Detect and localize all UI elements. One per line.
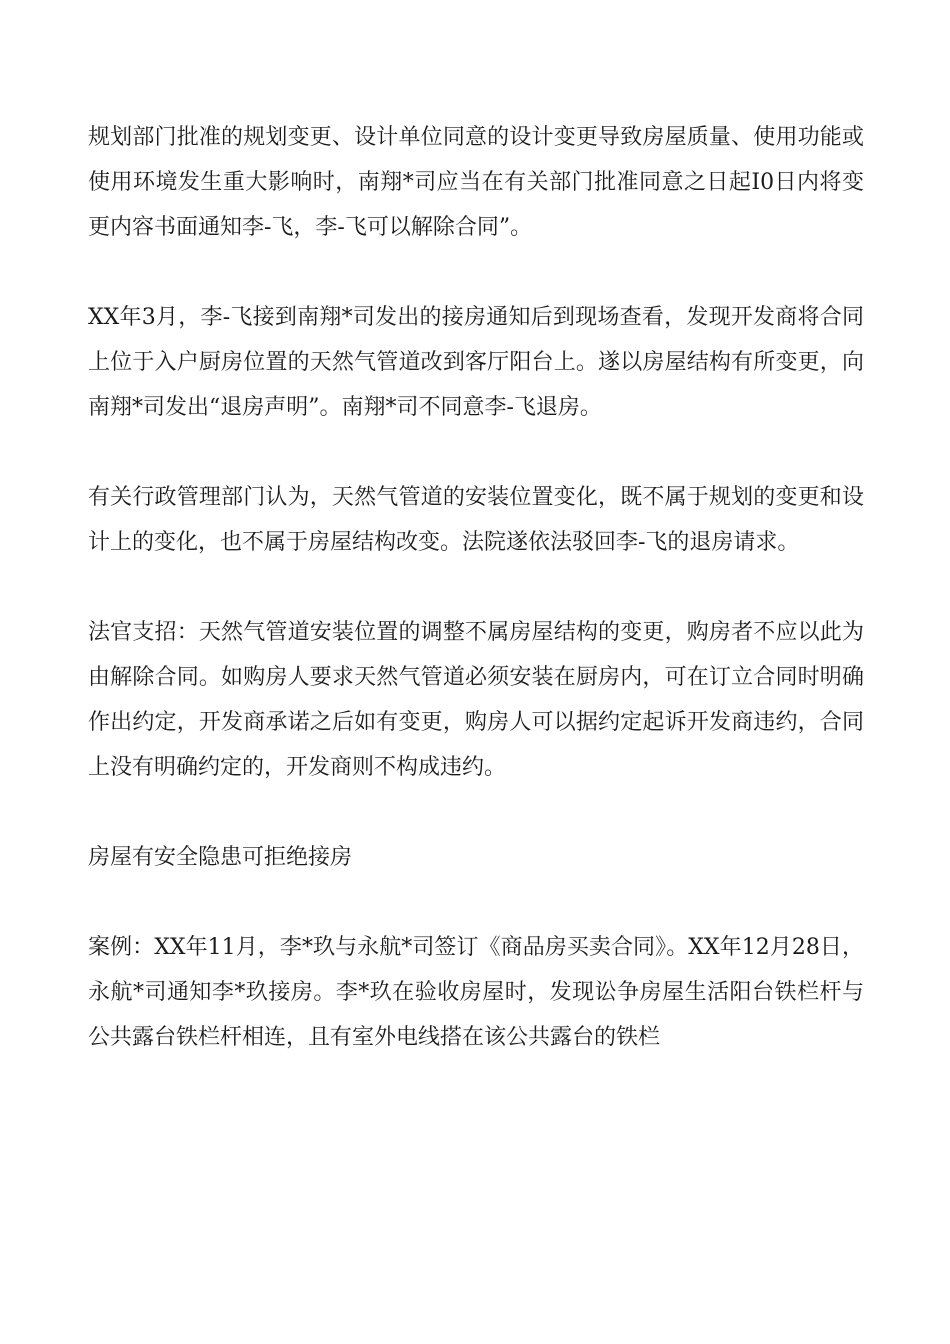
paragraph-planning-change: 规划部门批准的规划变更、设计单位同意的设计变更导致房屋质量、使用功能或使用环境发生重大影响时，南翔*司应当在有关部门批准同意之日起I0日内将变更内容书面通知李-飞，李-飞可以解除合同”。 [88, 125, 864, 240]
document-body [88, 115, 864, 1105]
paragraph-court-ruling: 有关行政管理部门认为，天然气管道的安装位置变化，既不属于规划的变更和设计上的变化，也不属于房屋结构改变。法院遂依法驳回李-飞的退房请求。 [88, 485, 864, 555]
paragraph-case-example: 案例：XX年11月，李*玖与永航*司签订《商品房买卖合同》。XX年12月28日，永航*司通知李*玖接房。李*玖在验收房屋时，发现讼争房屋生活阳台铁栏杆与公共露台铁栏杆相连，且有室外电线搭在该公共露台的铁栏 [88, 935, 864, 1050]
paragraph-gas-pipe-case: XX年3月，李-飞接到南翔*司发出的接房通知后到现场查看，发现开发商将合同上位于入户厨房位置的天然气管道改到客厅阳台上。遂以房屋结构有所变更，向南翔*司发出“退房声明”。南翔*司不同意李-飞退房。 [88, 305, 864, 420]
section-heading: 房屋有安全隐患可拒绝接房 [88, 845, 353, 870]
paragraph-judge-advice: 法官支招：天然气管道安装位置的调整不属房屋结构的变更，购房者不应以此为由解除合同。如购房人要求天然气管道必须安装在厨房内，可在订立合同时明确作出约定，开发商承诺之后如有变更，购房人可以据约定起诉开发商违约，合同上没有明确约定的，开发商则不构成违约。 [88, 620, 864, 780]
